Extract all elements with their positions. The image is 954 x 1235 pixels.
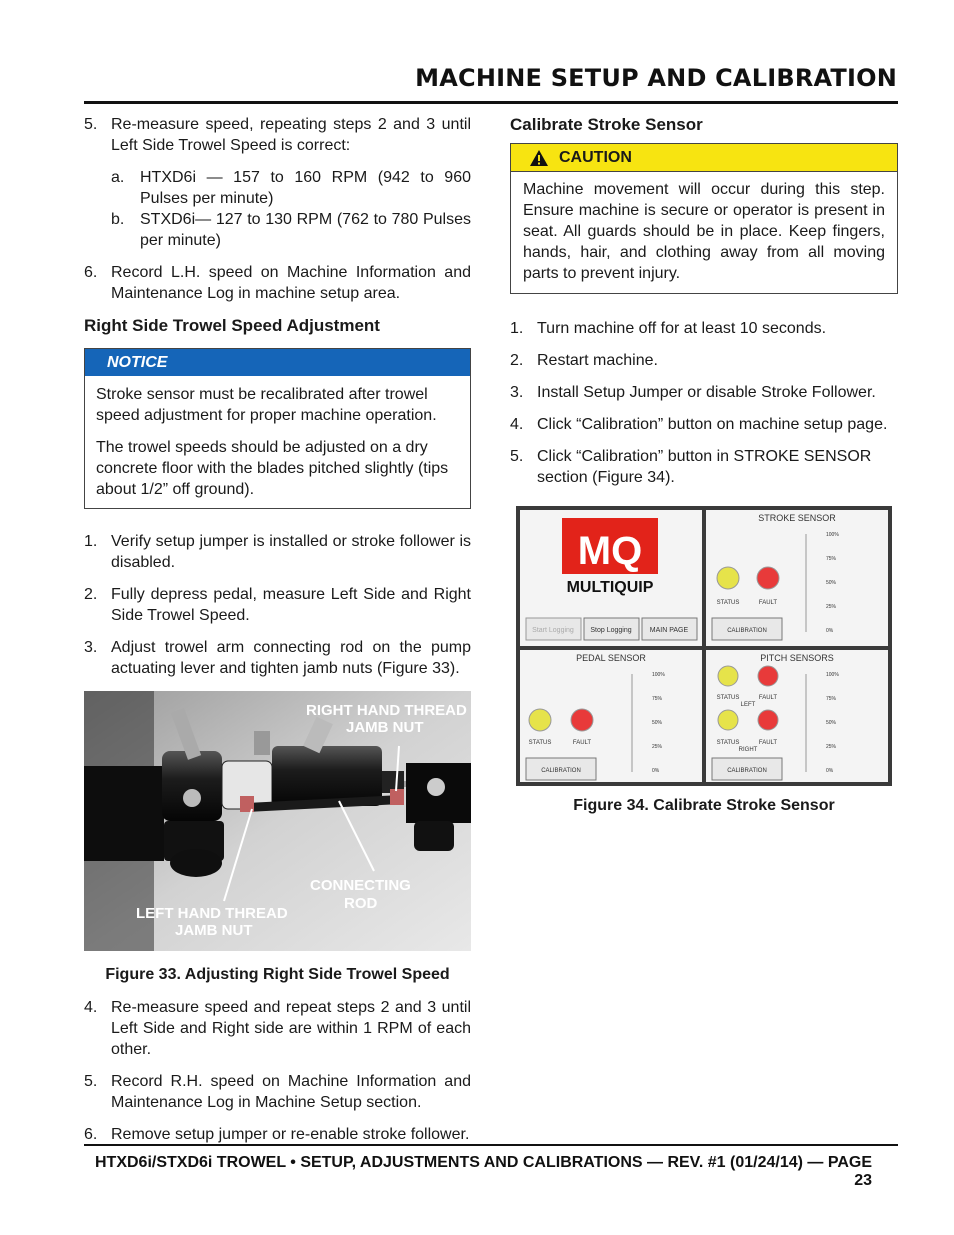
calibration-screen-illustration <box>516 506 892 786</box>
left-column <box>84 114 471 1156</box>
pitch-calibration-button[interactable] <box>712 758 782 780</box>
svg-text:25%: 25% <box>826 744 837 750</box>
caution-label: CAUTION <box>559 149 632 166</box>
svg-text:0%: 0% <box>826 768 834 774</box>
list-item: 4. Re-measure speed and repeat steps 2 and 3 until Left Side and Right side are within 1 RPM of each other. <box>84 999 471 1058</box>
label-right-hand-thread: RIGHT HAND THREAD <box>306 702 467 719</box>
list-subitem: b. STXD6i— 127 to 130 RPM (762 to 780 Pulses per minute) <box>111 211 471 249</box>
footer-rule <box>84 1144 898 1146</box>
section-heading: Right Side Trowel Speed Adjustment <box>84 316 380 335</box>
svg-text:STATUS: STATUS <box>716 695 740 701</box>
svg-text:0%: 0% <box>826 628 834 634</box>
pitch-left-status-light <box>718 666 738 686</box>
list-item: 5. Re-measure speed, repeating steps 2 and 3 until Left Side Trowel Speed is correct: <box>84 116 471 154</box>
svg-text:FAULT: FAULT <box>572 740 592 746</box>
svg-text:CALIBRATION: CALIBRATION <box>541 768 581 774</box>
svg-text:FAULT: FAULT <box>758 740 778 746</box>
svg-text:75%: 75% <box>826 696 837 702</box>
page-footer: HTXD6i/STXD6i TROWEL • SETUP, ADJUSTMENTS AND CALIBRATIONS — REV. #1 (01/24/14) — PAGE 23 <box>94 1154 872 1189</box>
list-item: 2. Fully depress pedal, measure Left Side and Right Side Trowel Speed. <box>84 586 471 624</box>
list-item: 2. Restart machine. <box>510 352 658 369</box>
pitch-right-fault-light <box>758 710 778 730</box>
svg-text:50%: 50% <box>826 720 837 726</box>
section-heading: Calibrate Stroke Sensor <box>510 115 703 134</box>
list-item: 5. Click “Calibration” button in STROKE SENSOR section (Figure 34). <box>510 448 872 486</box>
svg-text:CALIBRATION: CALIBRATION <box>727 628 767 634</box>
svg-text:RIGHT: RIGHT <box>738 747 758 753</box>
page-title: MACHINE SETUP AND CALIBRATION <box>415 64 897 92</box>
mq-logo: MQ <box>577 529 643 573</box>
notice-label: NOTICE <box>85 349 470 376</box>
svg-text:MAIN PAGE: MAIN PAGE <box>649 627 689 634</box>
label-right-jamb-nut: JAMB NUT <box>346 719 424 736</box>
svg-text:FAULT: FAULT <box>758 695 778 701</box>
calibration-screen <box>516 506 892 786</box>
svg-text:25%: 25% <box>652 744 663 750</box>
svg-text:STATUS: STATUS <box>528 740 552 746</box>
list-item: 6. Remove setup jumper or re-enable stroke follower. <box>84 1126 470 1143</box>
start-logging-button[interactable] <box>526 618 581 640</box>
notice-box <box>84 348 471 509</box>
list-item: 1. Verify setup jumper is installed or stroke follower is disabled. <box>84 533 471 571</box>
warning-triangle-icon <box>529 149 549 167</box>
figure-caption: Figure 34. Calibrate Stroke Sensor <box>573 797 835 814</box>
list-item: 6. Record L.H. speed on Machine Information and Maintenance Log in machine setup area. <box>84 264 471 302</box>
figure-caption: Figure 33. Adjusting Right Side Trowel Speed <box>105 966 450 983</box>
figure-34 <box>510 506 898 816</box>
svg-text:Start Logging: Start Logging <box>532 627 574 634</box>
right-column <box>510 114 898 828</box>
header-rule <box>84 101 898 104</box>
svg-text:50%: 50% <box>826 580 837 586</box>
figure-33 <box>84 691 471 985</box>
svg-text:Stop Logging: Stop Logging <box>590 627 632 634</box>
stroke-sensor-title: STROKE SENSOR <box>758 513 836 523</box>
svg-text:50%: 50% <box>652 720 663 726</box>
svg-text:FAULT: FAULT <box>758 600 778 606</box>
svg-text:25%: 25% <box>826 604 837 610</box>
pitch-sensors-title: PITCH SENSORS <box>760 653 834 663</box>
svg-text:CALIBRATION: CALIBRATION <box>727 768 767 774</box>
list-item: 5. Record R.H. speed on Machine Information and Maintenance Log in Machine Setup section. <box>84 1073 471 1111</box>
label-connecting: CONNECTING <box>310 877 411 894</box>
svg-text:100%: 100% <box>826 532 839 538</box>
notice-paragraph: Stroke sensor must be recalibrated after trowel speed adjustment for proper machine operation. <box>96 386 437 424</box>
list-item: 3. Adjust trowel arm connecting rod on the pump actuating lever and tighten jamb nuts (Figure 33). <box>84 639 471 677</box>
svg-text:LEFT: LEFT <box>740 702 756 708</box>
stroke-calibration-button[interactable] <box>712 618 782 640</box>
label-left-hand-thread: LEFT HAND THREAD <box>136 905 288 922</box>
label-rod: ROD <box>344 895 378 912</box>
pedal-status-light <box>529 709 551 731</box>
svg-text:100%: 100% <box>826 672 839 678</box>
list-subitem: a. HTXD6i — 157 to 160 RPM (942 to 960 Pulses per minute) <box>111 169 471 207</box>
svg-text:STATUS: STATUS <box>716 600 740 606</box>
main-page-button[interactable] <box>642 618 697 640</box>
pedal-sensor-title: PEDAL SENSOR <box>576 653 646 663</box>
pedal-calibration-button[interactable] <box>526 758 596 780</box>
list-item: 1. Turn machine off for at least 10 seconds. <box>510 320 827 337</box>
trowel-arm-photo <box>84 691 471 951</box>
multiquip-wordmark: MULTIQUIP <box>566 579 654 596</box>
notice-paragraph: The trowel speeds should be adjusted on a dry concrete floor with the blades pitched slightly (tips about 1/2” off ground). <box>96 439 449 498</box>
stop-logging-button[interactable] <box>584 618 639 640</box>
photo-illustration <box>84 691 471 951</box>
list-item: 3. Install Setup Jumper or disable Stroke Follower. <box>510 384 876 401</box>
caution-box <box>510 143 898 294</box>
svg-text:75%: 75% <box>652 696 663 702</box>
pitch-right-status-light <box>718 710 738 730</box>
svg-text:0%: 0% <box>652 768 660 774</box>
caution-text: Machine movement will occur during this step. Ensure machine is secure or operator is present in seat. All guards should be in place. Keep fingers, hands, hair, and clothing away from all moving parts to prevent injury. <box>523 181 885 282</box>
svg-text:75%: 75% <box>826 556 837 562</box>
pitch-left-fault-light <box>758 666 778 686</box>
stroke-fault-light <box>757 567 779 589</box>
svg-text:100%: 100% <box>652 672 665 678</box>
stroke-status-light <box>717 567 739 589</box>
pedal-fault-light <box>571 709 593 731</box>
label-left-jamb-nut: JAMB NUT <box>175 922 253 939</box>
svg-text:STATUS: STATUS <box>716 740 740 746</box>
list-item: 4. Click “Calibration” button on machine setup page. <box>510 416 888 433</box>
